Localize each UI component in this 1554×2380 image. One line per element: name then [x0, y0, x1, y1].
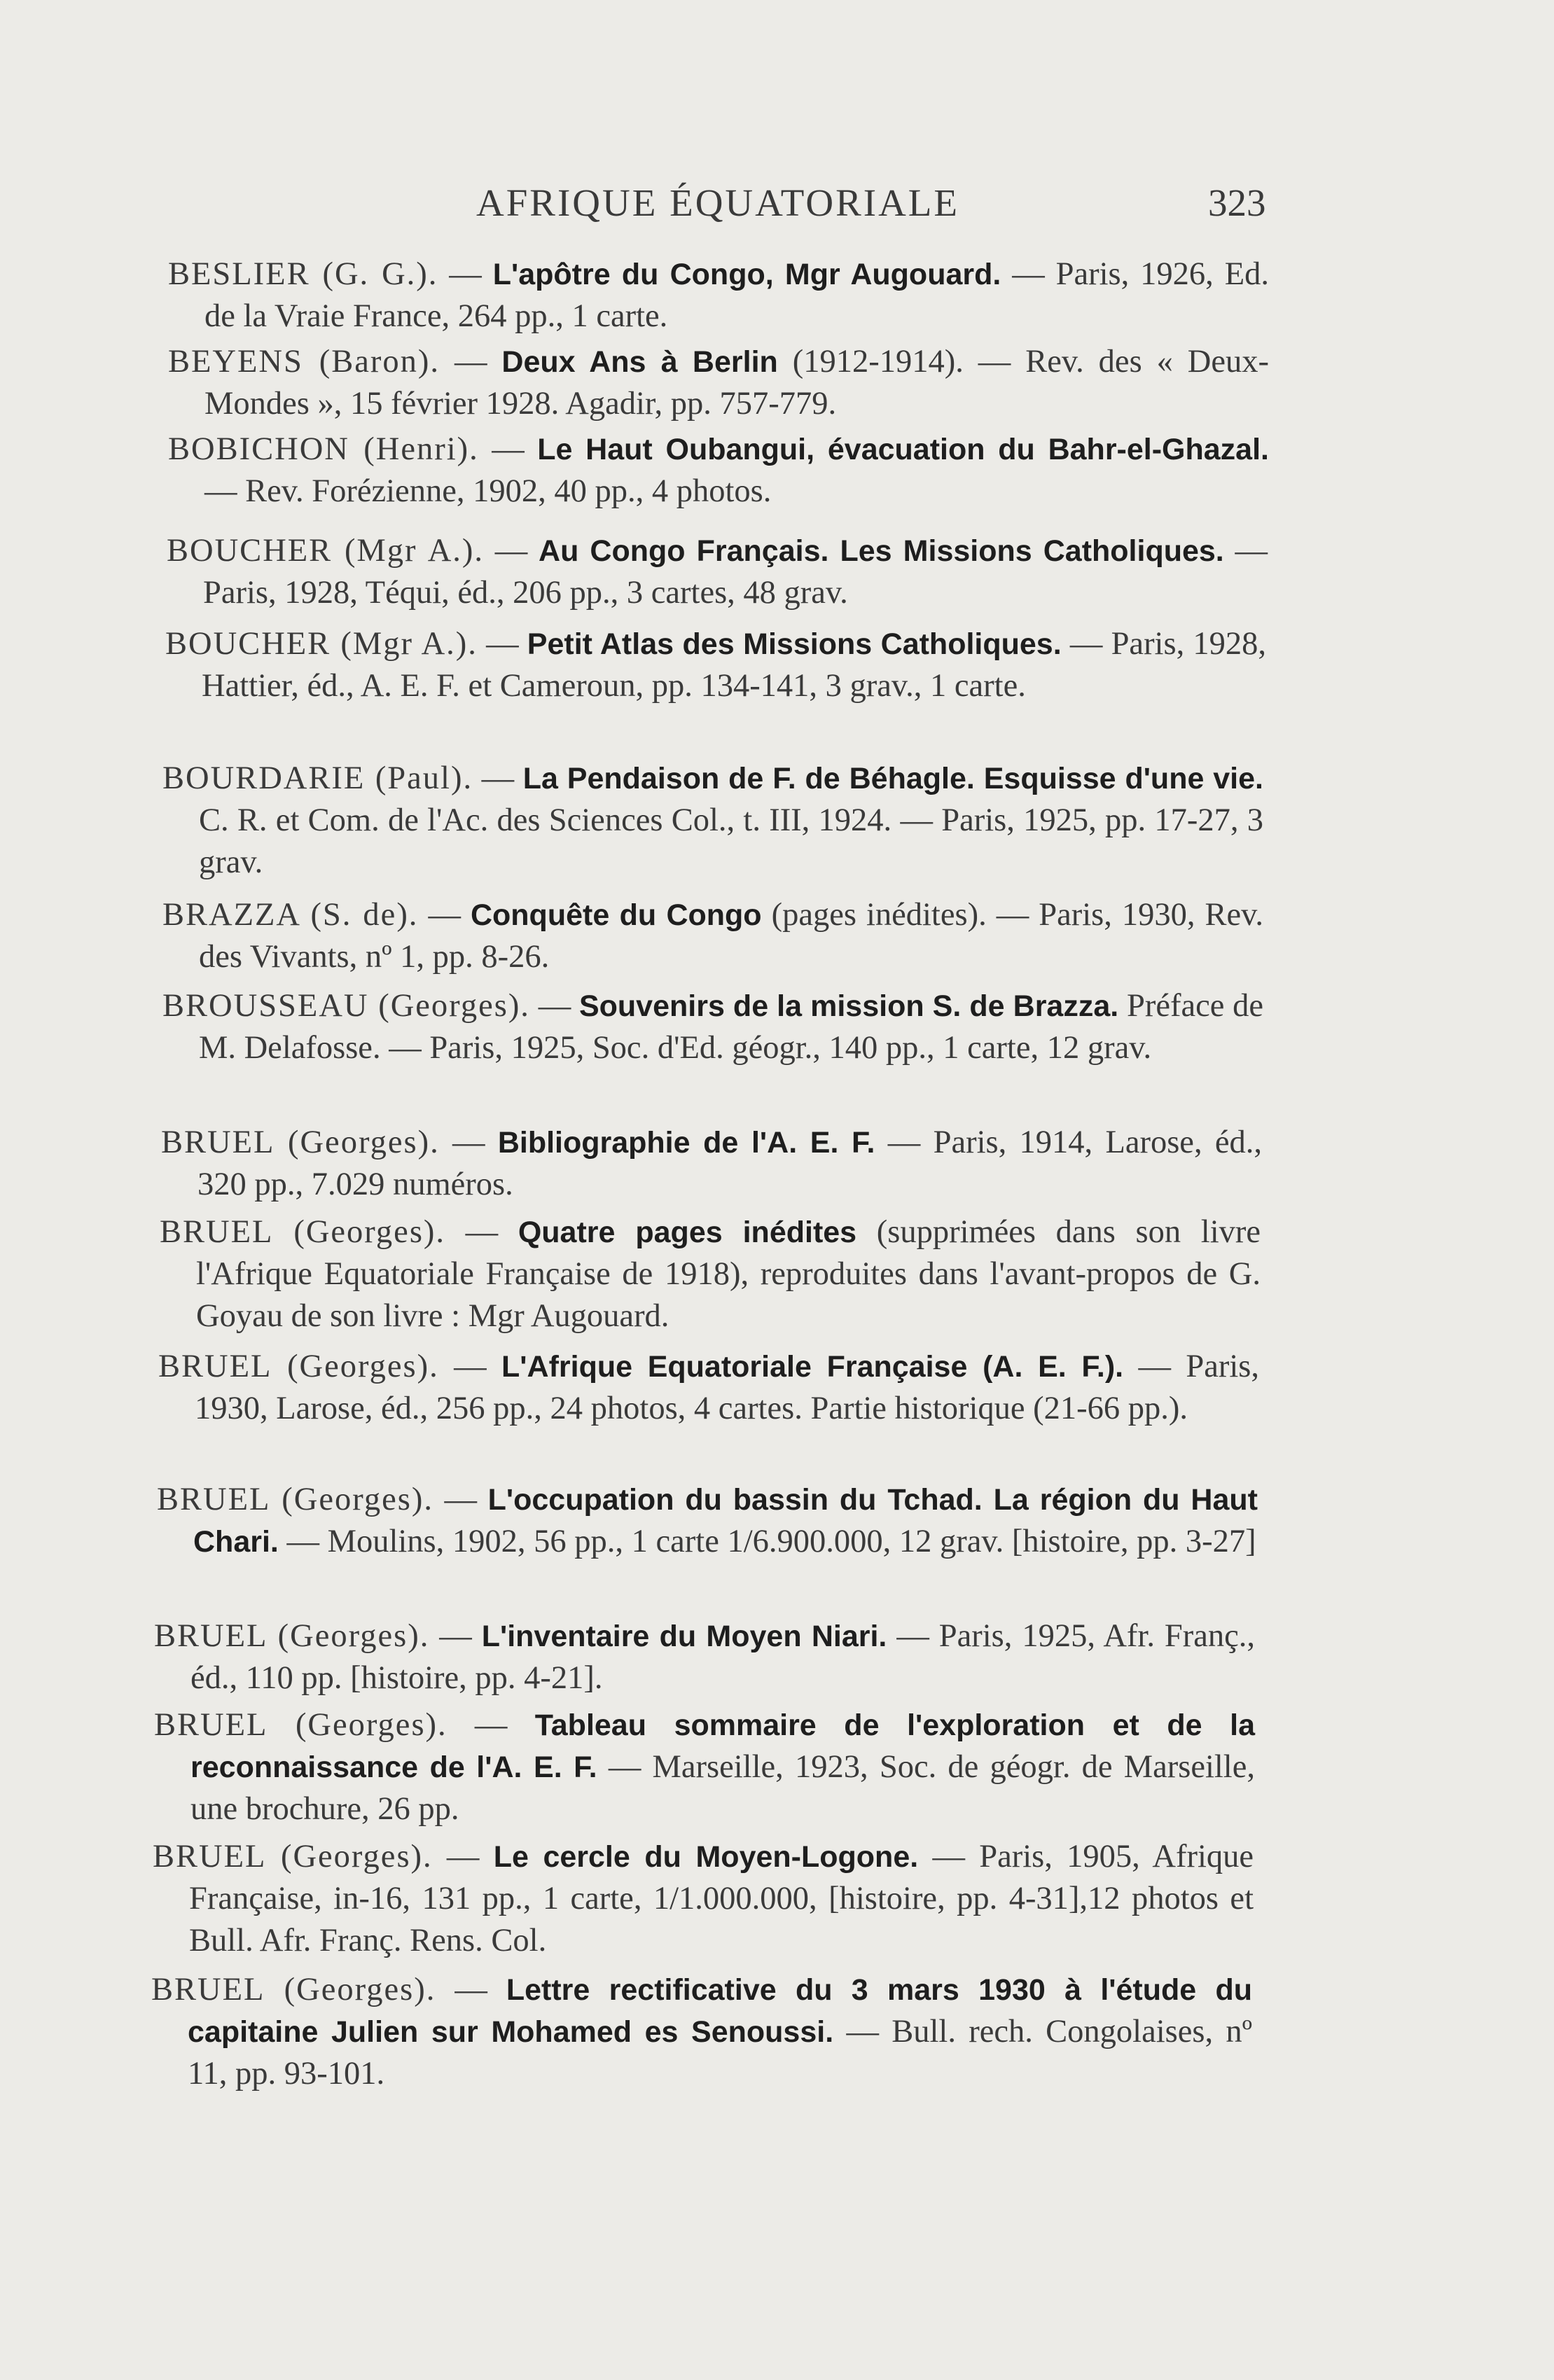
entry-author: BRUEL (Georges). — [154, 1618, 430, 1654]
entry-author: BEYENS (Baron). — [168, 344, 440, 380]
entry-details: C. R. et Com. de l'Ac. des Sciences Col., t. III, 1924. — Paris, 1925, pp. 17-27, 3 grav. — [199, 802, 1263, 880]
bibliography-entry: BROUSSEAU (Georges). — Souvenirs de la mission S. de Brazza. Préface de M. Delafosse. — Paris, 1925, Soc. d'Ed. géogr., 140 pp., 1 carte, 12 grav. — [162, 988, 1264, 1066]
bibliography-entry: BRUEL (Georges). — Tableau sommaire de l'exploration et de la reconnaissance de l'A. E. F. — Marseille, 1923, Soc. de géogr. de Marseille, une brochure, 26 pp. — [154, 1707, 1256, 1827]
entry-details: (supprimées dans son livre l'Afrique Equatoriale Française de 1918), reproduites dans l'avant-propos de G. Goyau de son livre : Mgr Augouard. — [196, 1214, 1261, 1334]
entry-author: BRUEL (Georges). — [160, 1214, 446, 1250]
entry-details: — Paris, 1930, Larose, éd., 256 pp., 24 photos, 4 cartes. Partie historique (21-66 pp.). — [195, 1349, 1260, 1426]
bibliography-entry: BOUCHER (Mgr A.). — Petit Atlas des Missions Catholiques. — Paris, 1928, Hattier, éd., A. E. F. et Cameroun, pp. 134-141, 3 grav., 1 carte. — [165, 626, 1267, 704]
entry-title: L'occupation du bassin du Tchad. La région du Haut Chari. — [193, 1483, 1258, 1559]
entry-details: — Paris, 1928, Hattier, éd., A. E. F. et Cameroun, pp. 134-141, 3 grav., 1 carte. — [202, 626, 1267, 704]
entry-title: L'apôtre du Congo, Mgr Augouard. — [492, 258, 1001, 291]
running-head — [0, 181, 1554, 230]
entry-title: Petit Atlas des Missions Catholiques. — [527, 627, 1062, 661]
entry-details: Préface de M. Delafosse. — Paris, 1925, Soc. d'Ed. géogr., 140 pp., 1 carte, 12 grav. — [199, 988, 1264, 1066]
entry-details: — Paris, 1925, Afr. Franç., éd., 110 pp. [histoire, pp. 4-21]. — [190, 1618, 1256, 1696]
entry-title: Tableau sommaire de l'exploration et de la reconnaissance de l'A. E. F. — [190, 1709, 1256, 1784]
bibliography-entry: BRUEL (Georges). — L'Afrique Equatoriale Française (A. E. F.). — Paris, 1930, Larose, éd., 256 pp., 24 photos, 4 cartes. Partie historique (21-66 pp.). — [158, 1349, 1260, 1426]
running-head-title: AFRIQUE ÉQUATORIALE — [476, 181, 959, 224]
bibliography-entry: BOBICHON (Henri). — Le Haut Oubangui, évacuation du Bahr-el-Ghazal. — Rev. Forézienne, 1902, 40 pp., 4 photos. — [168, 431, 1269, 509]
entry-details: — Bull. rech. Congolaises, nº 11, pp. 93-101. — [188, 2014, 1253, 2092]
entry-author: BRUEL (Georges). — [151, 1972, 436, 2007]
entry-author: BESLIER (G. G.). — [168, 256, 438, 292]
bibliography-entry: BRUEL (Georges). — Le cercle du Moyen-Logone. — Paris, 1905, Afrique Française, in-16, 131 pp., 1 carte, 1/1.000.000, [histoire, pp. 4-31],12 photos et Bull. Afr. Franç. Rens. Col. — [153, 1839, 1254, 1958]
entry-title: La Pendaison de F. de Béhagle. Esquisse d'une vie. — [522, 762, 1263, 795]
bibliography-entry: BRAZZA (S. de). — Conquête du Congo (pages inédites). — Paris, 1930, Rev. des Vivants, nº 1, pp. 8-26. — [162, 897, 1264, 975]
entry-author: BRAZZA (S. de). — [162, 897, 419, 933]
bibliography-entry: BOURDARIE (Paul). — La Pendaison de F. de Béhagle. Esquisse d'une vie. C. R. et Com. de l'Ac. des Sciences Col., t. III, 1924. — Paris, 1925, pp. 17-27, 3 grav. — [162, 760, 1263, 880]
entry-author: BRUEL (Georges). — [154, 1707, 448, 1743]
bibliography-entry: BEYENS (Baron). — Deux Ans à Berlin (1912-1914). — Rev. des « Deux-Mondes », 15 février 1928. Agadir, pp. 757-779. — [168, 344, 1270, 422]
entry-author: BOURDARIE (Paul). — [162, 760, 473, 796]
entry-author: BOUCHER (Mgr A.). — [165, 626, 478, 662]
entry-author: BRUEL (Georges). — [161, 1125, 440, 1160]
entry-title: Quatre pages inédites — [518, 1216, 857, 1249]
entry-details: — Rev. Forézienne, 1902, 40 pp., 4 photos. — [204, 473, 772, 509]
entry-title: Le cercle du Moyen-Logone. — [493, 1840, 919, 1874]
entry-author: BRUEL (Georges). — [157, 1482, 433, 1517]
entry-title: Au Congo Français. Les Missions Catholiques. — [539, 534, 1224, 568]
bibliography-entry: BRUEL (Georges). — L'inventaire du Moyen Niari. — Paris, 1925, Afr. Franç., éd., 110 pp. [histoire, pp. 4-21]. — [154, 1618, 1256, 1696]
entry-details: — Paris, 1905, Afrique Française, in-16, 131 pp., 1 carte, 1/1.000.000, [histoire, pp. 4-31],12 photos et Bull. Afr. Franç. Rens. Col. — [189, 1839, 1254, 1958]
entry-author: BOUCHER (Mgr A.). — [167, 533, 485, 569]
bibliography-entry: BRUEL (Georges). — L'occupation du bassin du Tchad. La région du Haut Chari. — Moulins, 1902, 56 pp., 1 carte 1/6.900.000, 12 grav. [histoire, pp. 3-27] — [157, 1482, 1258, 1559]
bibliography-entry: BRUEL (Georges). — Bibliographie de l'A. E. F. — Paris, 1914, Larose, éd., 320 pp., 7.029 numéros. — [161, 1125, 1263, 1202]
entry-details: (1912-1914). — Rev. des « Deux-Mondes », 15 février 1928. Agadir, pp. 757-779. — [204, 344, 1270, 422]
entry-title: L'Afrique Equatoriale Française (A. E. F.). — [501, 1350, 1124, 1384]
bibliography-entry: BRUEL (Georges). — Lettre rectificative du 3 mars 1930 à l'étude du capitaine Julien sur Mohamed es Senoussi. — Bull. rech. Congolaises, nº 11, pp. 93-101. — [151, 1972, 1253, 2092]
entry-details: — Marseille, 1923, Soc. de géogr. de Marseille, une brochure, 26 pp. — [190, 1749, 1255, 1827]
entry-author: BRUEL (Georges). — [158, 1349, 439, 1384]
entry-details: — Paris, 1928, Téqui, éd., 206 pp., 3 cartes, 48 grav. — [203, 533, 1268, 611]
entry-author: BRUEL (Georges). — [153, 1839, 433, 1874]
entry-details: — Paris, 1914, Larose, éd., 320 pp., 7.029 numéros. — [197, 1125, 1263, 1202]
entry-author: BOBICHON (Henri). — [168, 431, 479, 467]
bibliography-entry: BOUCHER (Mgr A.). — Au Congo Français. Les Missions Catholiques. — Paris, 1928, Téqui, éd., 206 pp., 3 cartes, 48 grav. — [167, 533, 1268, 611]
page-number: 323 — [1208, 181, 1266, 224]
entry-title: Souvenirs de la mission S. de Brazza. — [578, 989, 1119, 1023]
entry-details: (pages inédites). — Paris, 1930, Rev. des Vivants, nº 1, pp. 8-26. — [199, 897, 1264, 975]
entry-title: L'inventaire du Moyen Niari. — [481, 1620, 887, 1653]
bibliography-entry: BESLIER (G. G.). — L'apôtre du Congo, Mgr Augouard. — Paris, 1926, Ed. de la Vraie France, 264 pp., 1 carte. — [168, 256, 1269, 334]
entry-author: BROUSSEAU (Georges). — [162, 988, 530, 1024]
entry-details: — Moulins, 1902, 56 pp., 1 carte 1/6.900.000, 12 grav. [histoire, pp. 3-27] — [286, 1524, 1256, 1559]
entry-title: Bibliographie de l'A. E. F. — [497, 1126, 875, 1160]
entry-title: Deux Ans à Berlin — [501, 345, 778, 379]
entry-details: — Paris, 1926, Ed. de la Vraie France, 264 pp., 1 carte. — [204, 256, 1269, 334]
entry-title: Conquête du Congo — [470, 898, 762, 932]
entry-title: Le Haut Oubangui, évacuation du Bahr-el-Ghazal. — [537, 433, 1269, 466]
entry-title: Lettre rectificative du 3 mars 1930 à l'étude du capitaine Julien sur Mohamed es Senoussi. — [188, 1973, 1253, 2049]
bibliography-entry: BRUEL (Georges). — Quatre pages inédites (supprimées dans son livre l'Afrique Equatoriale Française de 1918), reproduites dans l'avant-propos de G. Goyau de son livre : Mgr Augouard. — [160, 1214, 1261, 1334]
